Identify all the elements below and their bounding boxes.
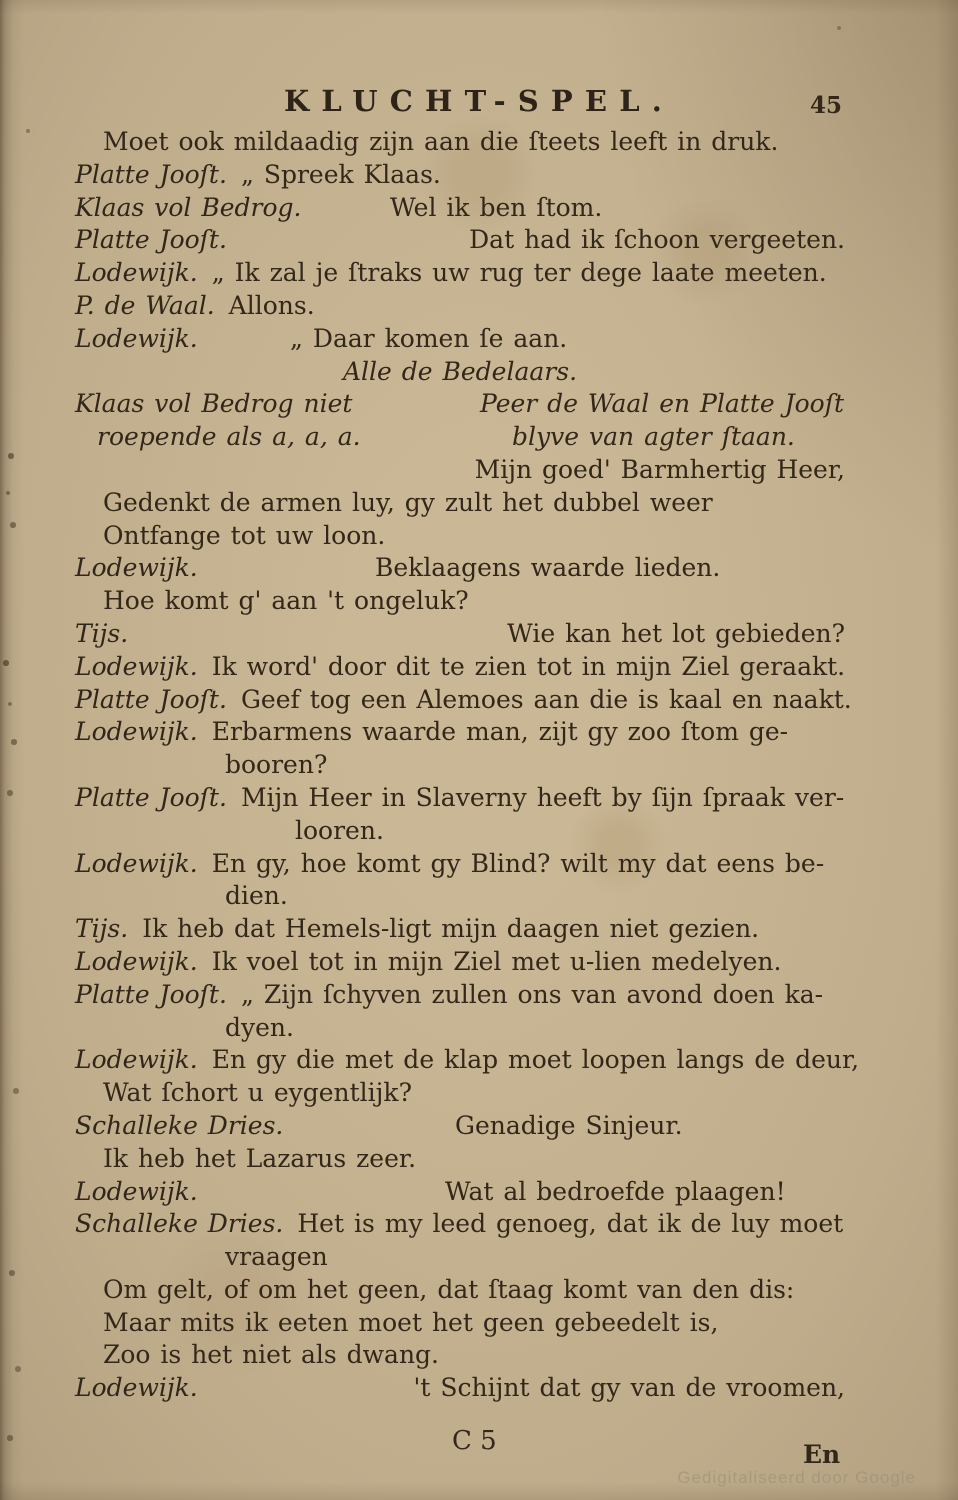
speech-line [75, 552, 845, 585]
verse-line [75, 880, 845, 913]
header-title: KLUCHT-SPEL. [283, 84, 675, 118]
dialogue-text: booren? [225, 750, 328, 780]
speaker-name: Lodewijk. [75, 323, 198, 353]
speech-line [75, 848, 845, 881]
dialogue-text: Allons. [228, 290, 315, 320]
speech-line [75, 290, 845, 323]
verse-line [75, 1241, 845, 1274]
dialogue-text: 't Schijnt dat gy van de vroomen, [413, 1373, 845, 1403]
speech-line [75, 913, 845, 946]
stage-direction-right: Peer de Waal en Platte Jooſt blyve van agter ſtaan. [480, 389, 845, 452]
speaker-name: Platte Jooſt. [75, 225, 227, 255]
speaker-name: Lodewijk. [75, 1045, 198, 1075]
verse-line [75, 1339, 845, 1372]
speaker-name: Platte Jooſt. [75, 979, 227, 1009]
dialogue-text: dyen. [225, 1012, 294, 1042]
dialogue-text: „ Zijn ſchyven zullen ons van avond doen ka- [240, 979, 824, 1009]
speech-line [75, 1372, 845, 1405]
dialogue-text: Ik word' door dit te zien tot in mijn Ziel geraakt. [211, 651, 846, 681]
speech-line [75, 192, 845, 225]
dialogue-text: „ Daar komen ſe aan. [290, 323, 568, 353]
dialogue-text: Dat had ik ſchoon vergeeten. [469, 225, 845, 255]
speech-line [75, 979, 845, 1012]
dialogue-text: Ik heb dat Hemels-ligt mijn daagen niet gezien. [142, 914, 760, 944]
dialogue-text: „ Spreek Klaas. [240, 159, 441, 189]
speech-line [75, 257, 845, 290]
verse-line [75, 454, 845, 487]
dialogue-text: looren. [295, 815, 384, 845]
speaker-name: Lodewijk. [75, 1176, 198, 1206]
speech-line [75, 224, 845, 257]
stage-direction-left: Klaas vol Bedrog niet roepende als a, a, a. [75, 389, 361, 452]
dialogue-text: Genadige Sinjeur. [455, 1110, 683, 1140]
verse-line [75, 126, 845, 159]
speaker-name: Lodewijk. [75, 553, 198, 583]
speaker-name: Lodewijk. [75, 717, 198, 747]
dialogue-text: Gedenkt de armen luy, gy zult het dubbel weer [103, 487, 713, 517]
speaker-name: Schalleke Dries. [75, 1209, 284, 1239]
dialogue-text: Wel ik ben ſtom. [390, 192, 603, 222]
speech-line [75, 1110, 845, 1143]
dialogue-text: Erbarmens waarde man, zijt gy zoo ſtom ge- [211, 717, 789, 747]
dialogue-text: Ik voel tot in mijn Ziel met u-lien medelyen. [211, 946, 782, 976]
dialogue-text: En gy, hoe komt gy Blind? wilt my dat eens be- [211, 848, 825, 878]
speech-line [75, 323, 845, 356]
dialogue-text: Wat al bedroefde plaagen! [445, 1176, 786, 1206]
dialogue-text: Om gelt, of om het geen, dat ſtaag komt van den dis: [103, 1274, 795, 1304]
speaker-name: Lodewijk. [75, 258, 198, 288]
speech-line [75, 651, 845, 684]
dialogue-text: Geef tog een Alemoes aan die is kaal en naakt. [240, 684, 852, 714]
page-number: 45 [810, 92, 843, 119]
speech-line [75, 1208, 845, 1241]
dialogue-text: Het is my leed genoeg, dat ik de luy moet [297, 1209, 844, 1239]
dialogue-text: Ik heb het Lazarus zeer. [103, 1143, 417, 1173]
speaker-name: Platte Jooſt. [75, 159, 227, 189]
verse-line [75, 1077, 845, 1110]
signature-mark: C 5 [452, 1426, 497, 1456]
stage-direction-center: Alle de Bedelaars. [342, 356, 578, 386]
dialogue-text: Beklaagens waarde lieden. [375, 553, 721, 583]
speaker-name: Lodewijk. [75, 848, 198, 878]
stage-direction [75, 388, 845, 454]
speaker-name: P. de Waal. [75, 290, 215, 320]
dialogue-text: Wie kan het lot gebieden? [507, 618, 845, 648]
dialogue-text: En gy die met de klap moet loopen langs de deur, [211, 1045, 860, 1075]
verse-line [75, 520, 845, 553]
speaker-name: Klaas vol Bedrog. [75, 192, 302, 222]
verse-line [75, 1143, 845, 1176]
speaker-name: Tijs. [75, 914, 129, 944]
dialogue-text: Zoo is het niet als dwang. [103, 1340, 440, 1370]
page-edge-specks [0, 0, 2, 2]
dialogue-text: Wat ſchort u eygentlijk? [103, 1078, 412, 1108]
speech-line [75, 618, 845, 651]
dialogue-text: Mijn Heer in Slaverny heeft by ſijn ſpraak ver- [240, 782, 845, 812]
speaker-name: Lodewijk. [75, 946, 198, 976]
speech-line [75, 1176, 845, 1209]
dialogue-text: Maar mits ik eeten moet het geen gebeedelt is, [103, 1307, 719, 1337]
verse-line [75, 749, 845, 782]
dialogue-text: vraagen [225, 1242, 328, 1272]
speech-line [75, 159, 845, 192]
speech-line [75, 1044, 860, 1077]
catchword: En [803, 1440, 841, 1469]
play-text [0, 126, 860, 1405]
speaker-name: Lodewijk. [75, 651, 198, 681]
speaker-name: Platte Jooſt. [75, 782, 227, 812]
dialogue-text: Moet ook mildaadig zijn aan die ſteets leeft in druk. [103, 127, 779, 156]
speaker-name: Schalleke Dries. [75, 1110, 284, 1140]
speech-line [75, 716, 845, 749]
verse-line [75, 1274, 845, 1307]
verse-line [75, 1012, 845, 1045]
dialogue-text: Ontfange tot uw loon. [103, 520, 386, 550]
dialogue-text: „ Ik zal je ſtraks uw rug ter dege laate meeten. [211, 258, 827, 288]
dialogue-text: Mijn goed' Barmhertig Heer, [474, 454, 845, 484]
google-watermark: Gedigitaliseerd door Google [677, 1468, 916, 1487]
speaker-name: Tijs. [75, 618, 129, 648]
speech-line [75, 684, 852, 717]
verse-line [75, 815, 845, 848]
verse-line [75, 585, 845, 618]
speech-line [75, 946, 845, 979]
speaker-name: Platte Jooſt. [75, 684, 227, 714]
verse-line [75, 487, 845, 520]
speaker-name: Lodewijk. [75, 1373, 198, 1403]
dialogue-text: dien. [225, 881, 288, 911]
speech-line [75, 782, 845, 815]
dialogue-text: Hoe komt g' aan 't ongeluk? [103, 586, 469, 616]
verse-line [75, 1307, 845, 1340]
